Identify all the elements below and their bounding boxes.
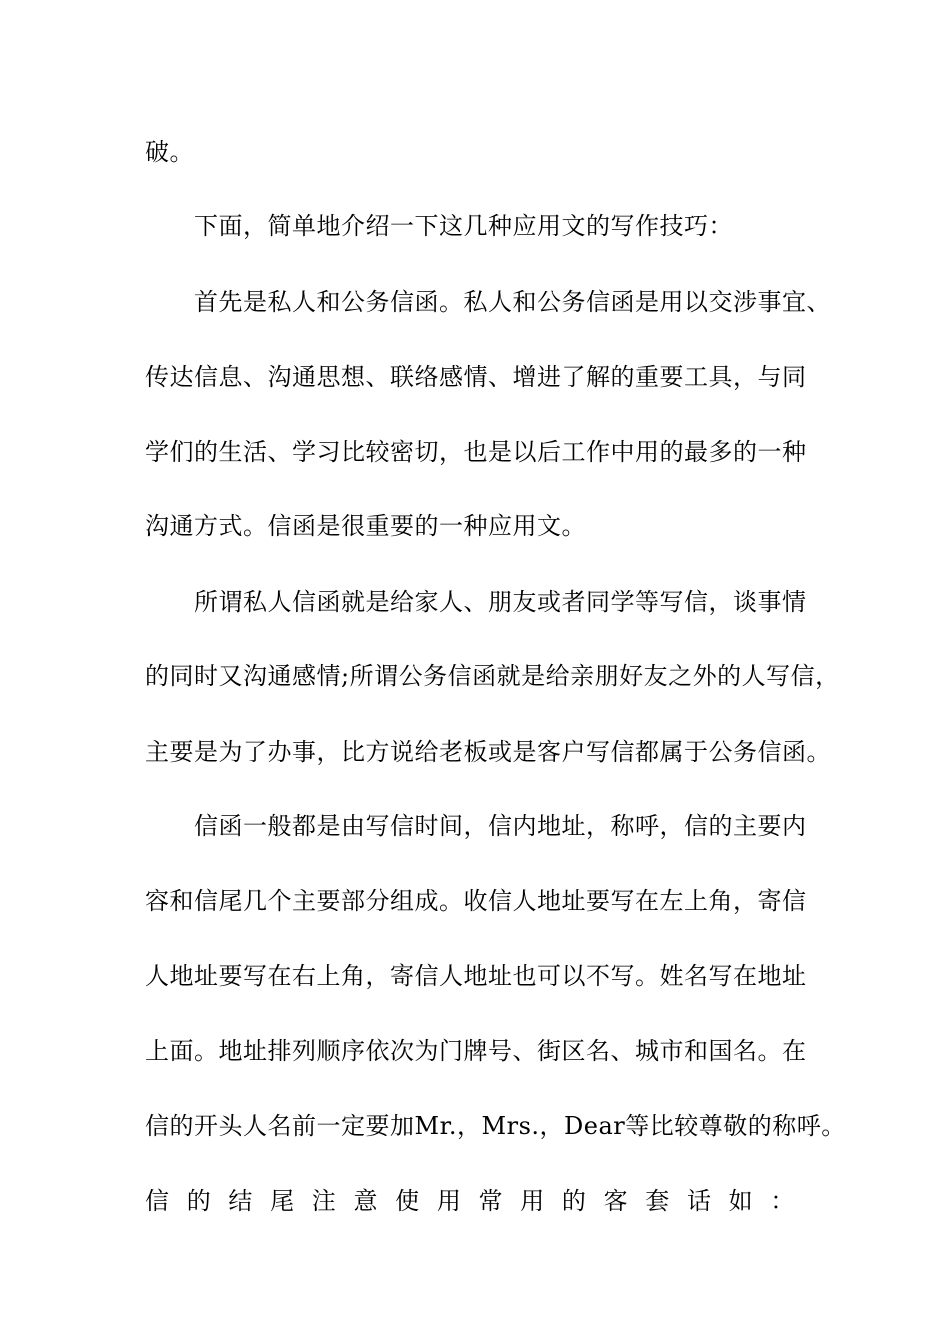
justified-char: 尾	[270, 1187, 295, 1215]
paragraph-start: 下面，简单地介绍一下这几种应用文的写作技巧：	[194, 212, 733, 240]
text-line: 的同时又沟通感情;所谓公务信函就是给亲朋好友之外的人写信，	[145, 662, 840, 690]
justified-char: 客	[603, 1187, 629, 1215]
justified-char: 话	[686, 1187, 712, 1215]
justified-char: 套	[645, 1187, 670, 1215]
justified-char: 注	[311, 1187, 337, 1215]
text-line: 上面。地址排列顺序依次为门牌号、街区名、城市和国名。在	[145, 1037, 807, 1065]
text-line: 人地址要写在右上角，寄信人地址也可以不写。姓名写在地址	[145, 962, 807, 990]
justified-char: 使	[395, 1187, 420, 1215]
text-line: 传达信息、沟通思想、联络感情、增进了解的重要工具，与同	[145, 363, 807, 391]
justified-char: 常	[478, 1187, 503, 1215]
paragraph-start: 所谓私人信函就是给家人、朋友或者同学等写信，谈事情	[194, 588, 807, 616]
text-line: 沟通方式。信函是很重要的一种应用文。	[145, 512, 586, 540]
justified-char: 的	[186, 1187, 212, 1215]
justified-char: 用	[520, 1187, 545, 1215]
text-line: 主要是为了办事，比方说给老板或是客户写信都属于公务信函。	[145, 738, 831, 766]
paragraph-start: 首先是私人和公务信函。私人和公务信函是用以交涉事宜、	[194, 288, 831, 316]
justified-char: 信	[145, 1187, 170, 1215]
text-line: 信的开头人名前一定要加Mr.，Mrs.，Dear等比较尊敬的称呼。	[145, 1112, 846, 1140]
text-line: 容和信尾几个主要部分组成。收信人地址要写在左上角，寄信	[145, 887, 807, 915]
justified-char: 用	[436, 1187, 462, 1215]
text-line: 破。	[145, 138, 194, 166]
justified-char: ：	[770, 1187, 795, 1215]
justified-char: 的	[561, 1187, 587, 1215]
justified-char: 结	[228, 1187, 253, 1215]
paragraph-start: 信函一般都是由写信时间，信内地址，称呼，信的主要内	[194, 812, 807, 840]
justified-text-line	[145, 1183, 795, 1219]
justified-char: 如	[728, 1187, 754, 1215]
justified-char: 意	[353, 1187, 378, 1215]
text-line: 学们的生活、学习比较密切，也是以后工作中用的最多的一种	[145, 438, 807, 466]
